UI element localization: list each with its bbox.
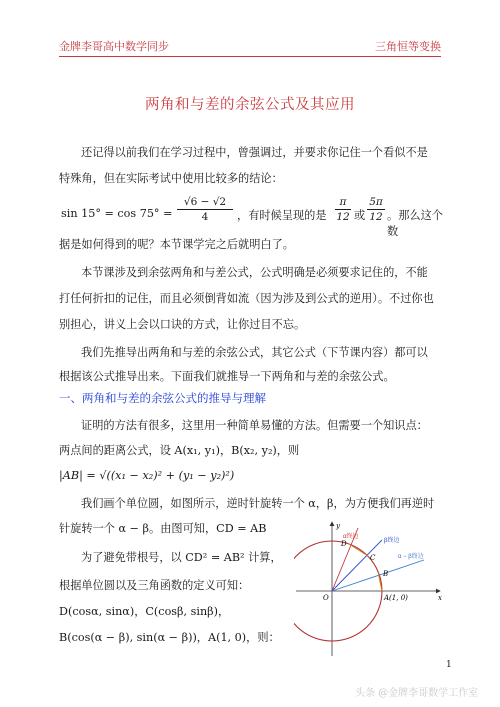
formula-line (59, 196, 449, 238)
point-a-label: A(1, 0) (384, 594, 408, 602)
fraction-pi-12 (335, 196, 351, 223)
proof-line-6: 为了避免带根号，以 CD² = AB² 计算， (81, 551, 282, 564)
fraction-5pi-12-denominator: 12 (369, 211, 383, 223)
formula-or: 或 (354, 209, 366, 222)
point-b-label: B (383, 570, 389, 578)
fraction-sqrt (177, 196, 233, 223)
proof-line-1: 证明的方法有很多，这里用一种简单易懂的方法。但需要一个知识点： (81, 419, 428, 432)
page-title: 两角和与差的余弦公式及其应用 (145, 97, 355, 113)
fraction-pi-12-numerator: π (335, 196, 351, 210)
point-c-label: C (370, 554, 376, 562)
proof-line-2: 两点间的距离公式，设 A(x₁, y₁)，B(x₂, y₂)，则 (59, 444, 300, 457)
section-heading: 一、两角和与差的余弦公式的推导与理解 (59, 391, 266, 405)
intro-line-2: 特殊角，但在实际考试中使用比较多的结论： (59, 172, 283, 185)
formula-mid: ，有时候呈现的是 (237, 209, 327, 222)
para2-line-3: 别担心，讲义上会以口诀的方式，让你过目不忘。 (59, 318, 306, 331)
para2-line-2: 打任何折扣的记住，而且必须倒背如流（因为涉及到公式的逆用）。不过你也 (59, 292, 434, 305)
segment-cd (349, 544, 368, 556)
proof-line-8: D(cosα, sinα)，C(cosβ, sinβ)， (59, 605, 230, 618)
intro-line-1: 还记得以前我们在学习过程中，曾强调过，并要求你记住一个看似不是 (81, 146, 428, 159)
para2-line-1: 本节课涉及到余弦两角和与差公式，公式明确是必须要求记住的，不能 (81, 266, 428, 279)
header-left: 金牌李哥高中数学同步 (59, 40, 169, 53)
point-d-label: D (341, 540, 347, 548)
proof-line-7: 根据单位圆以及三角函数的定义可知： (59, 579, 250, 592)
para3-line-2: 根据该公式推导出来。下面我们就推导一下两角和与差的余弦公式。 (59, 370, 395, 383)
label-beta-terminal: β终边 (384, 538, 400, 544)
intro-line-4: 据是如何得到的呢？本节课学完之后就明白了。 (59, 238, 294, 251)
watermark: 头条 @金牌李哥数学工作室 (355, 688, 479, 699)
origin-label: O (323, 594, 329, 602)
y-axis-label: y (336, 522, 340, 530)
proof-line-9: B(cos(α − β), sin(α − β))，A(1, 0)，则： (59, 631, 280, 644)
x-axis-label: x (438, 594, 442, 602)
alpha-minus-beta-ray (332, 560, 424, 591)
page-header (59, 34, 441, 54)
proof-line-5: 针旋转一个 α − β。由图可知，CD = AB (59, 522, 267, 535)
fraction-sqrt-denominator: 4 (201, 211, 209, 223)
unit-circle-diagram (294, 520, 446, 660)
fraction-5pi-12-numerator: 5π (367, 196, 385, 210)
fraction-5pi-12 (367, 196, 385, 223)
fraction-sqrt-numerator: √6 − √2 (177, 196, 233, 210)
label-alpha-terminal: α终边 (343, 534, 359, 540)
page-number: 1 (446, 660, 452, 670)
para3-line-1: 我们先推导出两角和与差的余弦公式，其它公式（下节课内容）都可以 (81, 346, 428, 359)
formula-end: 。那么这个数 (387, 209, 443, 238)
label-alpha-minus-beta-terminal: α − β终边 (398, 554, 424, 560)
distance-formula: |AB| = √((x₁ − x₂)² + (y₁ − y₂)²) (59, 469, 235, 482)
formula-lhs: sin 15° = cos 75° = (61, 207, 173, 220)
fraction-pi-12-denominator: 12 (336, 211, 350, 223)
header-right: 三角恒等变换 (375, 40, 441, 53)
proof-line-4: 我们画个单位圆，如图所示，逆时针旋转一个 α，β，为方便我们再逆时 (81, 497, 435, 510)
header-rule (59, 56, 441, 57)
